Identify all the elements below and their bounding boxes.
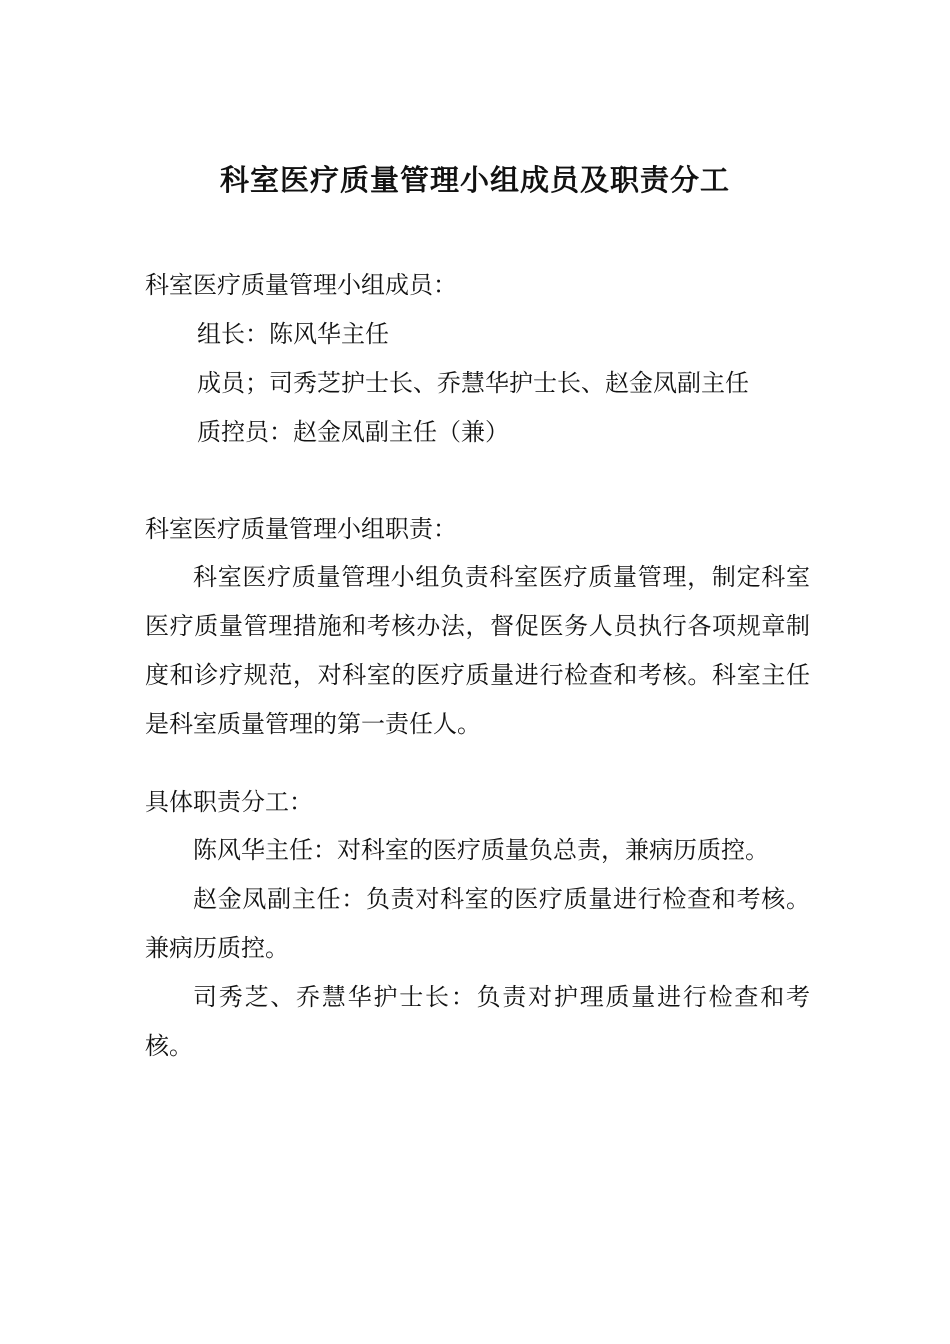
duties-heading: 科室医疗质量管理小组职责： [145, 515, 457, 543]
division-heading: 具体职责分工： [145, 788, 313, 816]
leader-line: 组长：陈风华主任 [197, 320, 389, 348]
members-line: 成员；司秀芝护士长、乔慧华护士长、赵金凤副主任 [197, 369, 749, 397]
division-item: 司秀芝、乔慧华护士长：负责对护理质量进行检查和考核。 [145, 983, 810, 1060]
qc-officer-line: 质控员：赵金凤副主任（兼） [197, 418, 509, 446]
members-heading: 科室医疗质量管理小组成员： [145, 271, 457, 299]
duties-paragraph: 科室医疗质量管理小组负责科室医疗质量管理，制定科室医疗质量管理措施和考核办法，督促医务人员执行各项规章制度和诊疗规范，对科室的医疗质量进行检查和考核。科室主任是科室质量管理的第一责任人。 [145, 563, 810, 738]
division-item: 赵金凤副主任：负责对科室的医疗质量进行检查和考核。兼病历质控。 [145, 885, 810, 962]
division-item: 陈风华主任：对科室的医疗质量负总责，兼病历质控。 [193, 836, 769, 864]
document-title: 科室医疗质量管理小组成员及职责分工 [219, 163, 730, 197]
